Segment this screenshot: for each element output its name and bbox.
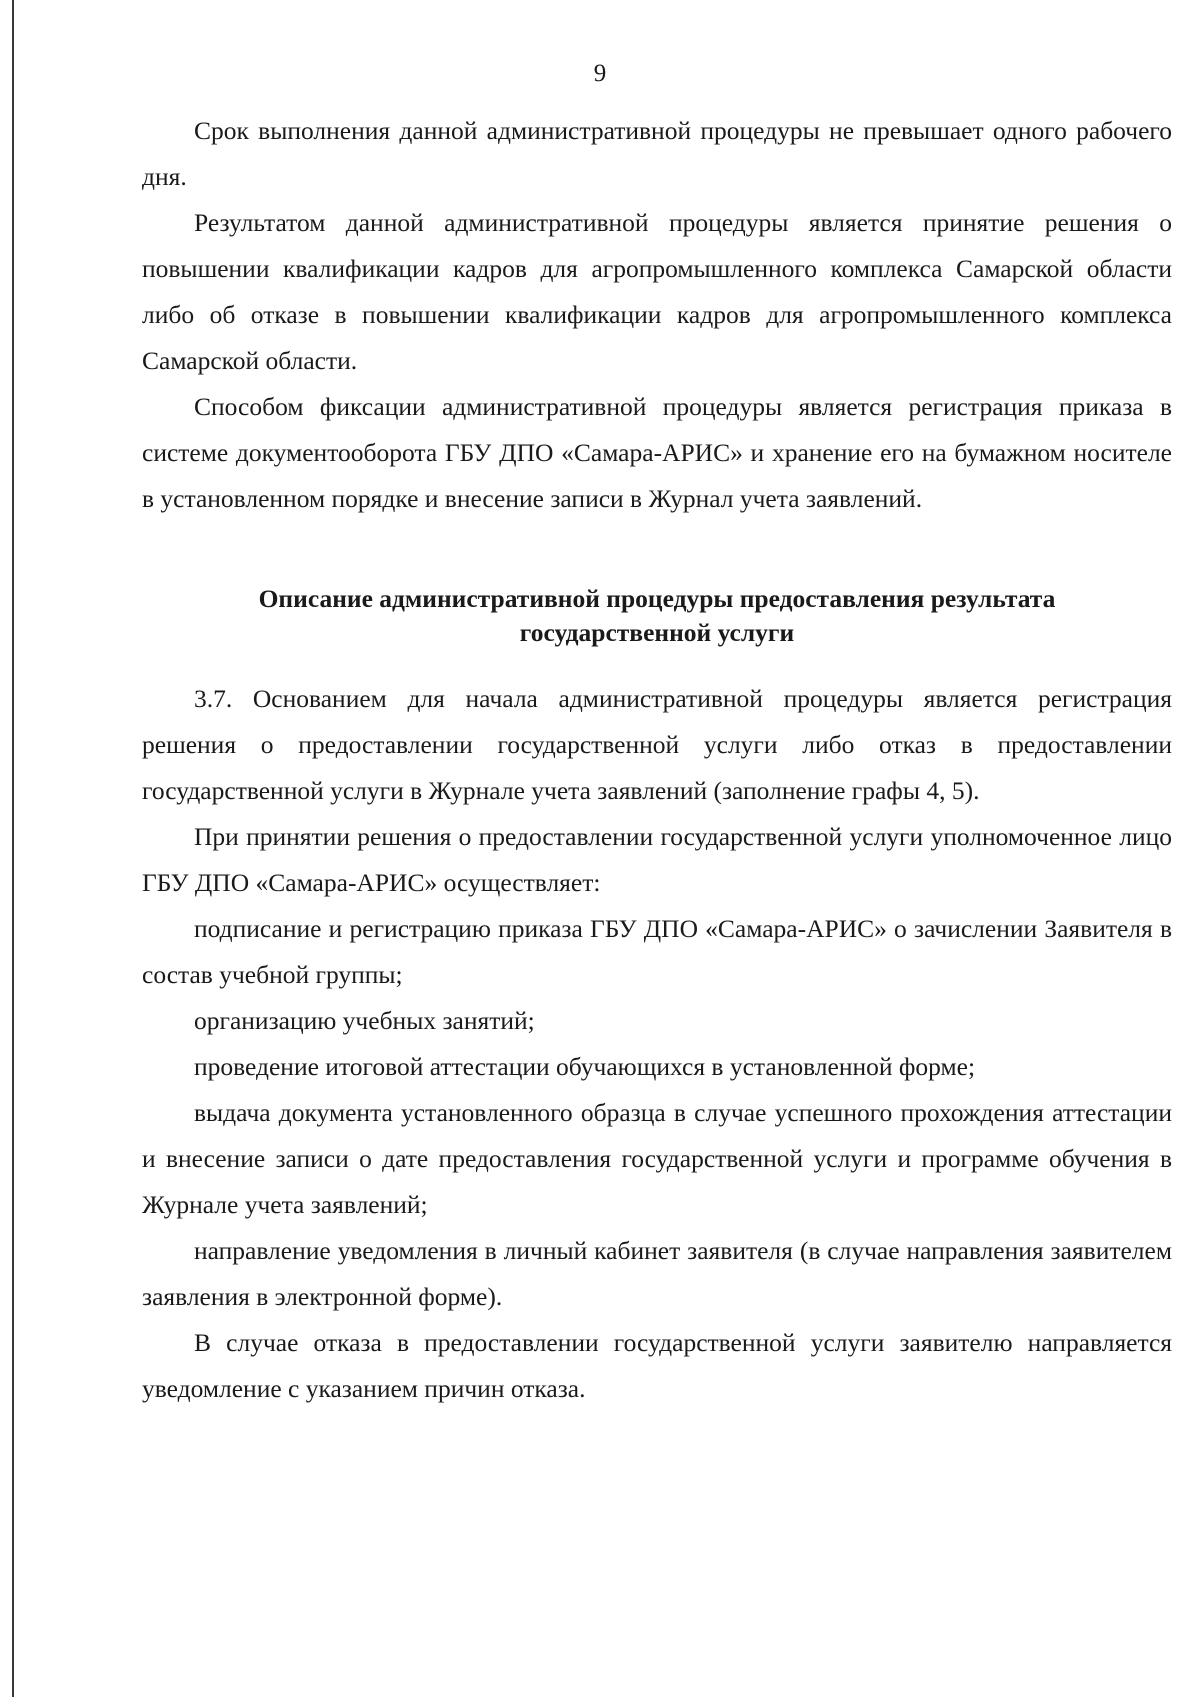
document-body (142, 108, 1172, 1412)
list-item-attestation: проведение итоговой аттестации обучающихся в установленной форме; (194, 1052, 976, 1081)
section-heading-line-2: государственной услуги (519, 618, 795, 647)
list-item-notification: направление уведомления в личный кабинет заявителя (в случае направления заявителем заявления в электронной форме). (142, 1236, 1172, 1311)
section-heading-wrap (142, 582, 1172, 650)
list-item-document-issue: выдача документа установленного образца в случае успешного прохождения аттестации и внесение записи о дате предоставления государственной услуги и программе обучения в Журнале учета заявлений; (142, 1098, 1172, 1219)
section-heading (142, 582, 1172, 650)
section-heading-line-1: Описание административной процедуры предоставления результата (258, 584, 1056, 613)
paragraph-result: Результатом данной административной процедуры является принятие решения о повышении квалификации кадров для агропромышленного комплекса Самарской области либо об отказе в повышении квалификации кадров для агропромышленного комплекса Самарской области. (142, 208, 1172, 375)
list-item-signing: подписание и регистрацию приказа ГБУ ДПО «Самара-АРИС» о зачислении Заявителя в состав учебной группы; (142, 914, 1172, 989)
paragraph-decision: При принятии решения о предоставлении государственной услуги уполномоченное лицо ГБУ ДПО «Самара-АРИС» осуществляет: (142, 822, 1172, 897)
list-item-classes: организацию учебных занятий; (194, 1006, 535, 1035)
paragraph-refusal: В случае отказа в предоставлении государственной услуги заявителю направляется уведомление с указанием причин отказа. (142, 1328, 1172, 1403)
paragraph-3-7: 3.7. Основанием для начала административной процедуры является регистрация решения о предоставлении государственной услуги либо отказ в предоставлении государственной услуги в Журнале учета заявлений (заполнение графы 4, 5). (142, 684, 1172, 805)
scan-left-edge (12, 0, 14, 1697)
paragraph-term: Срок выполнения данной административной процедуры не превышает одного рабочего дня. (142, 116, 1172, 191)
paragraph-fixation: Способом фиксации административной процедуры является регистрация приказа в системе документооборота ГБУ ДПО «Самара-АРИС» и хранение его на бумажном носителе в установленном порядке и внесение записи в Журнал учета заявлений. (142, 392, 1172, 513)
page-number: 9 (593, 60, 607, 87)
